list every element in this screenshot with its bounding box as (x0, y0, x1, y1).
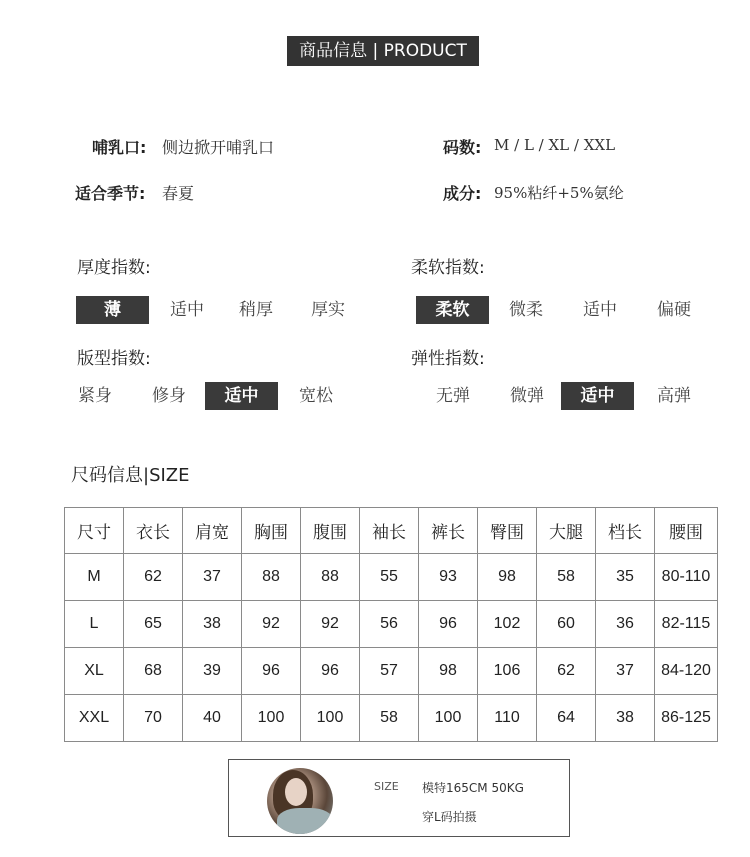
table-cell: 80-110 (655, 554, 718, 601)
fit-index-title: 版型指数: (77, 349, 151, 369)
size-section-title: 尺码信息|SIZE (71, 465, 190, 486)
size-cell: L (65, 601, 124, 648)
model-size-label: SIZE (374, 780, 399, 793)
elasticity-option: 高弹 (657, 386, 691, 406)
thickness-index-title: 厚度指数: (77, 258, 151, 278)
size-table-header-row (65, 508, 718, 554)
size-label: 码数: (443, 138, 482, 157)
header-cell: 臀围 (478, 508, 537, 554)
elasticity-option: 适中 (561, 382, 634, 410)
header-cell: 尺寸 (65, 508, 124, 554)
thickness-option: 薄 (76, 296, 149, 324)
table-cell: 93 (419, 554, 478, 601)
nursing-label: 哺乳口: (92, 138, 147, 157)
thickness-option: 适中 (170, 300, 204, 320)
elasticity-index-title: 弹性指数: (411, 349, 485, 369)
fit-option: 紧身 (78, 386, 112, 406)
header-cell: 大腿 (537, 508, 596, 554)
header-cell: 袖长 (360, 508, 419, 554)
table-cell: 55 (360, 554, 419, 601)
size-table (64, 507, 718, 742)
table-cell: 100 (419, 695, 478, 742)
season-label: 适合季节: (75, 184, 146, 203)
table-cell: 39 (183, 648, 242, 695)
size-cell: XXL (65, 695, 124, 742)
elasticity-option: 微弹 (510, 386, 544, 406)
model-size-note: 穿L码拍摄 (422, 810, 477, 824)
table-cell: 92 (242, 601, 301, 648)
header-cell: 胸围 (242, 508, 301, 554)
material-value: 95%粘纤+5%氨纶 (494, 184, 624, 202)
table-cell: 40 (183, 695, 242, 742)
table-cell: 96 (301, 648, 360, 695)
softness-option: 微柔 (509, 300, 543, 320)
thickness-option: 厚实 (311, 300, 345, 320)
size-value: M / L / XL / XXL (494, 136, 616, 154)
model-info-box (228, 759, 570, 837)
table-cell: 36 (596, 601, 655, 648)
nursing-value: 侧边掀开哺乳口 (162, 138, 275, 157)
table-cell: 102 (478, 601, 537, 648)
table-cell: 58 (537, 554, 596, 601)
table-cell: 96 (242, 648, 301, 695)
softness-option: 适中 (583, 300, 617, 320)
table-row (65, 601, 718, 648)
table-cell: 96 (419, 601, 478, 648)
table-cell: 38 (596, 695, 655, 742)
size-cell: M (65, 554, 124, 601)
table-cell: 37 (596, 648, 655, 695)
softness-option: 柔软 (416, 296, 489, 324)
header-cell: 衣长 (124, 508, 183, 554)
table-cell: 84-120 (655, 648, 718, 695)
table-cell: 100 (242, 695, 301, 742)
table-cell: 38 (183, 601, 242, 648)
table-cell: 64 (537, 695, 596, 742)
fit-option: 修身 (152, 386, 186, 406)
header-cell: 腹围 (301, 508, 360, 554)
thickness-option: 稍厚 (239, 300, 273, 320)
fit-option: 适中 (205, 382, 278, 410)
table-cell: 65 (124, 601, 183, 648)
season-value: 春夏 (162, 184, 195, 203)
table-cell: 98 (419, 648, 478, 695)
table-cell: 62 (537, 648, 596, 695)
fit-option: 宽松 (299, 386, 333, 406)
size-cell: XL (65, 648, 124, 695)
header-cell: 裤长 (419, 508, 478, 554)
table-cell: 62 (124, 554, 183, 601)
table-cell: 35 (596, 554, 655, 601)
header-cell: 肩宽 (183, 508, 242, 554)
table-cell: 88 (242, 554, 301, 601)
table-cell: 82-115 (655, 601, 718, 648)
table-row (65, 554, 718, 601)
softness-option: 偏硬 (657, 300, 691, 320)
table-cell: 92 (301, 601, 360, 648)
table-cell: 70 (124, 695, 183, 742)
header-cell: 档长 (596, 508, 655, 554)
elasticity-option: 无弹 (436, 386, 470, 406)
table-row (65, 695, 718, 742)
material-label: 成分: (443, 184, 482, 203)
product-info-header: 商品信息 | PRODUCT (287, 36, 479, 66)
table-cell: 106 (478, 648, 537, 695)
header-cell: 腰围 (655, 508, 718, 554)
table-cell: 88 (301, 554, 360, 601)
table-cell: 58 (360, 695, 419, 742)
model-stats: 模特165CM 50KG (422, 781, 524, 795)
table-cell: 57 (360, 648, 419, 695)
table-cell: 60 (537, 601, 596, 648)
table-cell: 100 (301, 695, 360, 742)
table-cell: 56 (360, 601, 419, 648)
table-cell: 86-125 (655, 695, 718, 742)
table-row (65, 648, 718, 695)
table-cell: 37 (183, 554, 242, 601)
model-photo (267, 768, 333, 834)
softness-index-title: 柔软指数: (411, 258, 485, 278)
table-cell: 110 (478, 695, 537, 742)
table-cell: 68 (124, 648, 183, 695)
table-cell: 98 (478, 554, 537, 601)
